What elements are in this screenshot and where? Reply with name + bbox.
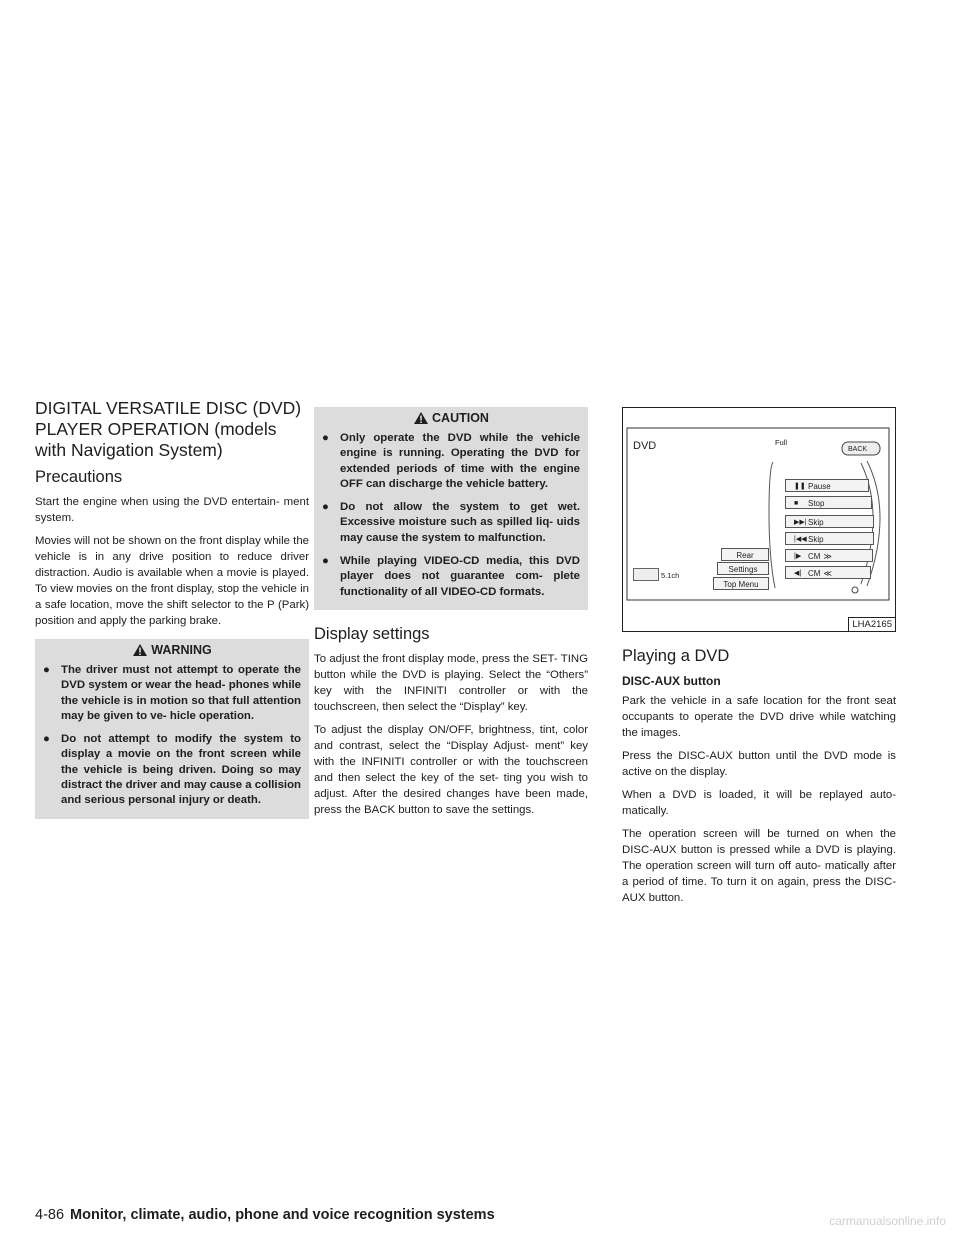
warning-list [35,663,309,809]
paragraph: Movies will not be shown on the front display while the vehicle is in any drive position to reduce driver distraction. Audio is available when a movie is played. To view movies on the front display, stop the vehicle in a safe location, move the shift selector to the P (Park) position and apply the parking brake. [35,535,309,627]
bullet: ● [322,432,329,444]
rear-button: Rear [721,548,769,561]
bullet: ● [322,555,329,568]
warning-label: WARNING [151,643,212,657]
paragraph: Start the engine when using the DVD entertain- ment system. [35,496,309,524]
back-button: BACK [848,446,868,453]
cm-back-icon: ◀| [794,570,802,577]
heading-precautions: Precautions [35,468,123,486]
menu-cm-forward: |▶ CM ≫ [785,549,873,562]
paragraph: To adjust the front display mode, press the SET- TING button while the DVD is playing. Select the “Others” key with the INFINITI controller or with the touchscreen, then select the “Display” key. [314,652,588,713]
caution-header [314,407,588,429]
paragraph: When a DVD is loaded, it will be replayed auto- matically. [622,789,896,817]
figure-id: LHA2165 [848,617,895,631]
section-title: DIGITAL VERSATILE DISC (DVD) PLAYER OPERATION (models with Navigation System) [35,398,302,460]
column-right [622,397,896,913]
column-middle [314,407,588,825]
paragraph: Press the DISC-AUX button until the DVD mode is active on the display. [622,750,896,778]
skip-back-icon: |◀◀ [794,536,807,543]
menu-pause: ❚❚ Pause [785,479,869,492]
paragraph: To adjust the display ON/OFF, brightness, tint, color and contrast, select the “Display Adjust- ment” key with the INFINITI controller or with the touchscreen and then select the key of the set- ting you wish to adjust. After the desired changes have been made, press the BACK button to save the settings. [314,723,588,816]
pause-icon: ❚❚ [794,483,806,490]
list-item: ● Do not allow the system to get wet. Excessive moisture such as spilled liq- uids may cause the system to malfunction. [322,501,580,544]
warning-box [35,639,309,819]
list-item: ● Do not attempt to modify the system to display a movie on the front screen while the vehicle is being driven. Doing so may distract the driver and may cause a collision and serious personal injury or death. [43,733,301,807]
bullet: ● [43,733,50,746]
heading-playing-dvd: Playing a DVD [622,647,730,665]
skip-forward-icon: ▶▶| [794,519,807,526]
list-item: ● While playing VIDEO-CD media, this DVD player does not guarantee com- plete functionality of all VIDEO-CD formats. [322,555,580,598]
caution-box [314,407,588,610]
column-left [35,398,309,833]
dolby-logo-icon [633,568,659,581]
menu-stop: ■ Stop [785,496,872,509]
page-number: 4-86 [35,1207,65,1223]
heading-display-settings: Display settings [314,624,430,643]
footer-title: Monitor, climate, audio, phone and voice recognition systems [70,1207,495,1223]
top-menu-button: Top Menu [713,577,769,590]
paragraph: The operation screen will be turned on when the DISC-AUX button is pressed while a DVD is playing. The operation screen will turn off auto- matically after a period of time. To turn it on again, press the DISC-AUX button. [622,828,896,904]
paragraph: Park the vehicle in a safe location for the front seat occupants to operate the DVD drive while watching the images. [622,695,896,739]
screen-title: DVD [633,440,657,452]
bullet: ● [322,501,329,514]
caution-list [314,431,588,600]
menu-cm-back: ◀| CM ≪ [785,566,871,579]
bullet: ● [43,664,50,676]
menu-skip-back: |◀◀ Skip [785,532,874,545]
menu-skip-forward: ▶▶| Skip [785,515,874,528]
watermark: carmanualsonline.info [829,1214,946,1228]
list-item: ● The driver must not attempt to operate the DVD system or wear the head- phones while the vehicle is in motion so that full attention may be given to ve- hicle operation. [43,664,301,722]
warning-icon [132,643,148,657]
mode-label: Full [775,438,788,447]
subheading-disc-aux: DISC-AUX button [622,674,721,688]
cm-forward-icon: |▶ [794,553,802,560]
list-item: ● Only operate the DVD while the vehicle engine is running. Operating the DVD for extended periods of time with the engine OFF can discharge the vehicle battery. [322,432,580,490]
dvd-screen-figure [622,407,896,632]
page-footer [35,1207,495,1223]
settings-button: Settings [717,562,769,575]
channel-label: 5.1ch [661,571,680,580]
warning-icon [413,411,429,425]
stop-icon: ■ [794,500,799,507]
warning-header [35,639,309,661]
caution-label: CAUTION [432,411,489,425]
